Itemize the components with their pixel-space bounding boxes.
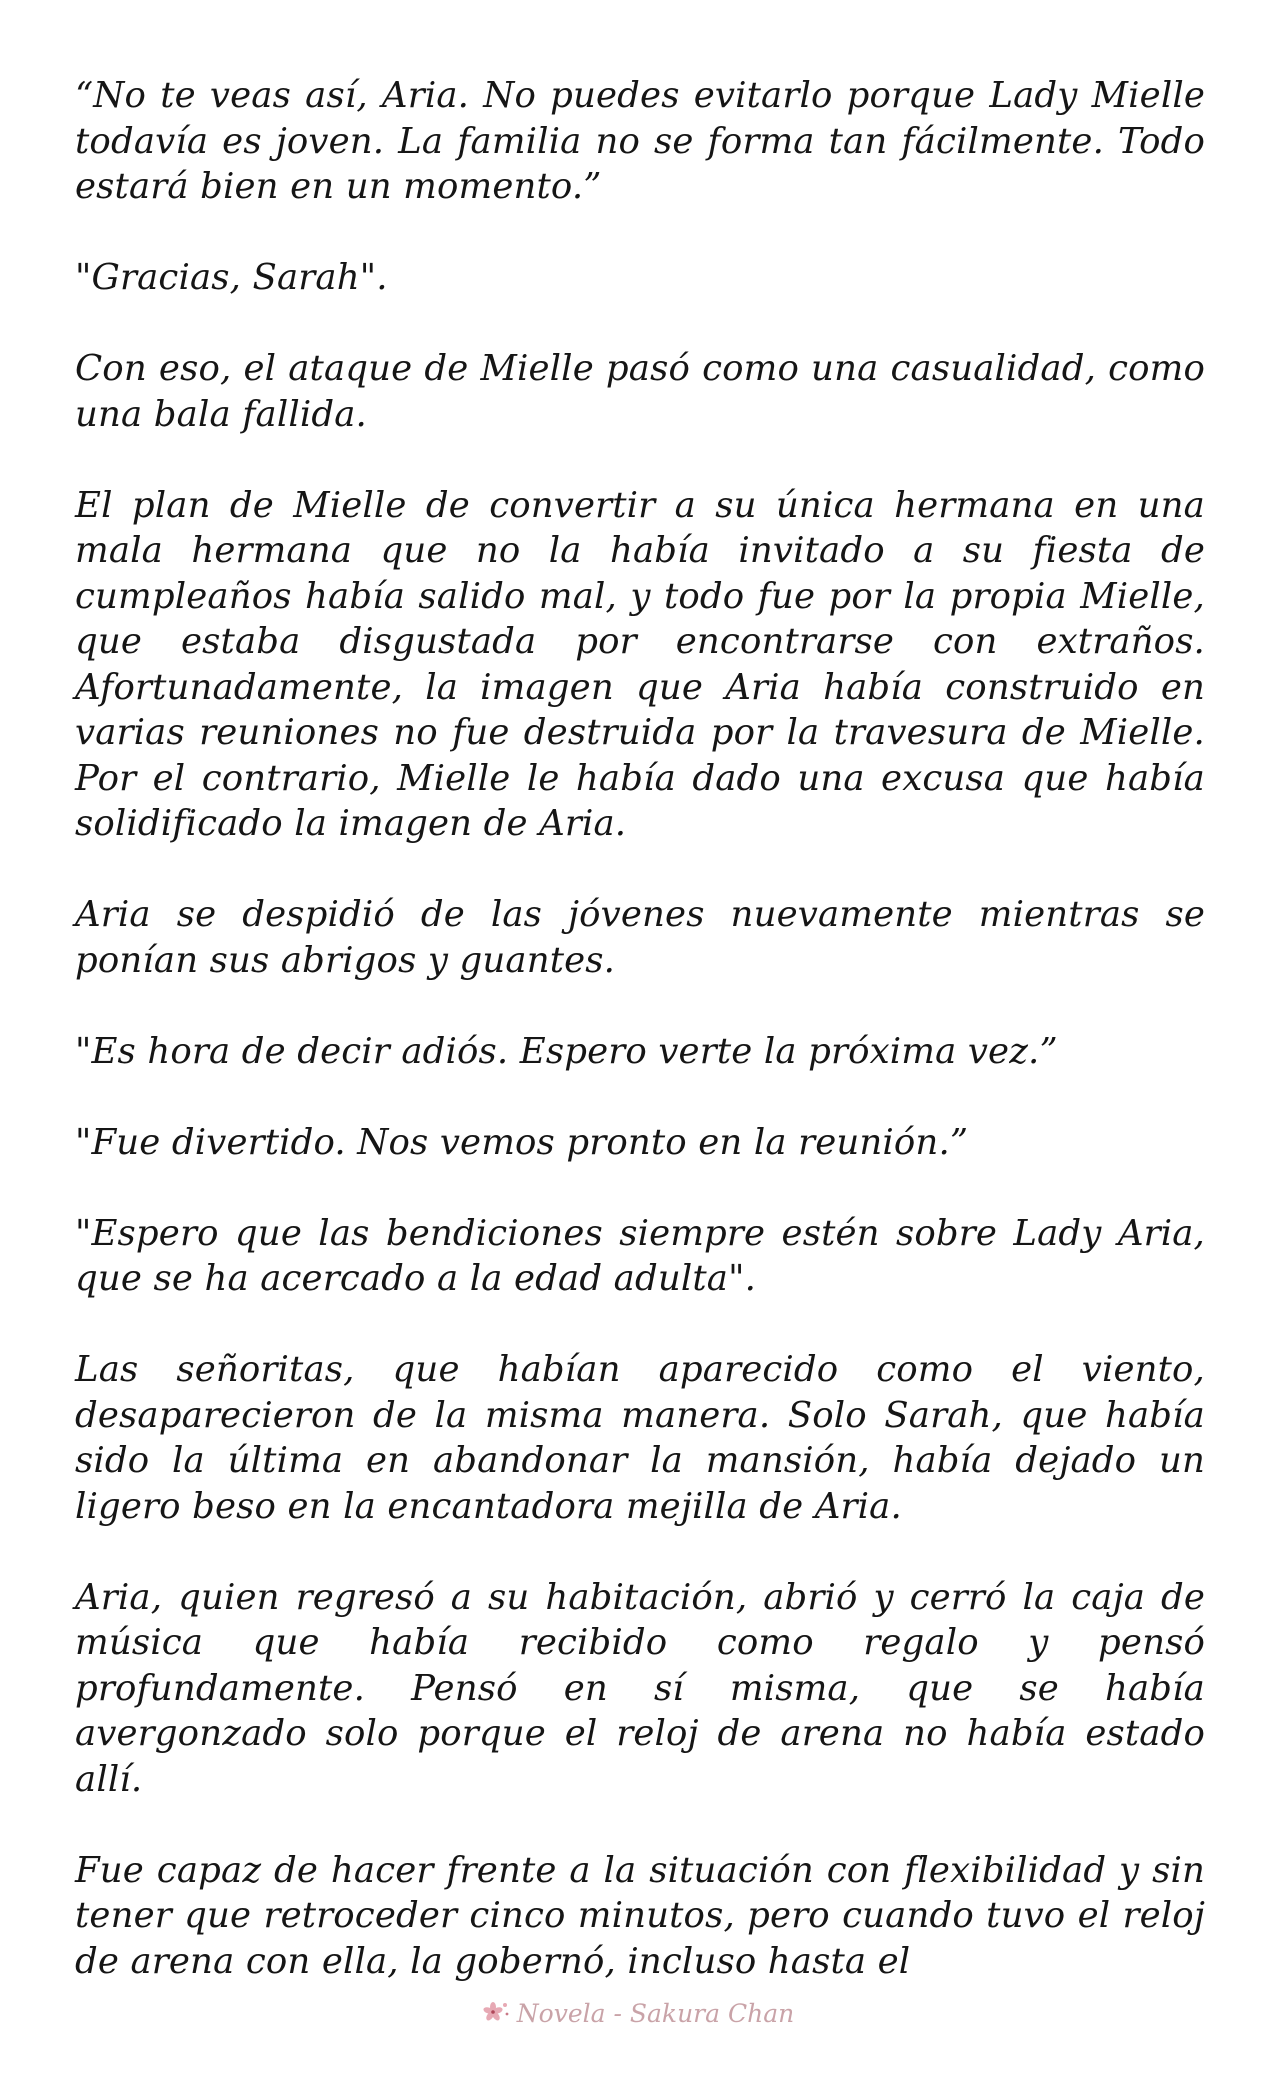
- paragraph-6: "Es hora de decir adiós. Espero verte la próxima vez.”: [75, 1030, 1058, 1072]
- paragraph-10: Aria, quien regresó a su habitación, abrió y cerró la caja de música que había recibido como regalo y pensó profundamente. Pensó en sí misma, que se había avergonzado solo porque el reloj de arena no había estado allí.: [75, 1576, 1205, 1800]
- paragraph-5: Aria se despidió de las jóvenes nuevamente mientras se ponían sus abrigos y guantes.: [75, 894, 1205, 981]
- paragraph-2: "Gracias, Sarah".: [75, 257, 388, 298]
- sakura-flower-icon: [481, 1998, 511, 2028]
- watermark: [0, 1998, 1275, 2028]
- paragraph-9: Las señoritas, que habían aparecido como el viento, desaparecieron de la misma manera. Solo Sarah, que había sido la última en abandonar la mansión, había dejado un ligero beso en la encantadora mejilla de Aria.: [75, 1349, 1205, 1527]
- paragraph-11: Fue capaz de hacer frente a la situación con flexibilidad y sin tener que retroceder cinco minutos, pero cuando tuvo el reloj de arena con ella, la gobernó, incluso hasta el: [75, 1849, 1205, 1982]
- paragraph-4: El plan de Mielle de convertir a su única hermana en una mala hermana que no la había invitado a su fiesta de cumpleaños había salido mal, y todo fue por la propia Mielle, que estaba disgustada por encontrarse con extraños. Afortunadamente, la imagen que Aria había construido en varias reuniones no fue destruida por la travesura de Mielle. Por el contrario, Mielle le había dado una excusa que había solidificado la imagen de Aria.: [75, 484, 1205, 844]
- paragraph-7: "Fue divertido. Nos vemos pronto en la reunión.”: [75, 1121, 969, 1163]
- watermark-text: Novela - Sakura Chan: [516, 1998, 795, 2028]
- paragraph-8: "Espero que las bendiciones siempre estén sobre Lady Aria, que se ha acercado a la edad adulta".: [75, 1212, 1205, 1299]
- paragraph-1: “No te veas así, Aria. No puedes evitarlo porque Lady Mielle todavía es joven. La familia no se forma tan fácilmente. Todo estará bien en un momento.”: [75, 75, 1205, 207]
- paragraph-3: Con eso, el ataque de Mielle pasó como una casualidad, como una bala fallida.: [75, 348, 1205, 435]
- document-body: [75, 73, 1205, 1984]
